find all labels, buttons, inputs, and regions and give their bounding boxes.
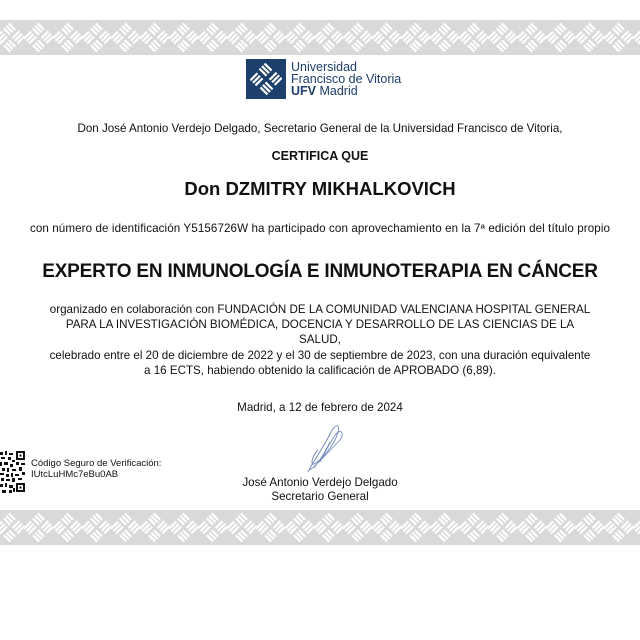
university-logo	[246, 59, 401, 99]
details-line: organizado en colaboración con FUNDACIÓN DE LA COMUNIDAD VALENCIANA HOSPITAL GENERAL	[49, 303, 591, 316]
ufv-acronym: UFV	[291, 84, 316, 98]
verification-code: IUtcLuHMc7eBu0AB	[31, 469, 119, 480]
signer-role: Secretario General	[271, 490, 369, 503]
signer-name: José Antonio Verdejo Delgado	[242, 476, 398, 489]
diamond-pattern-icon	[0, 510, 640, 545]
campus-name: Madrid	[316, 84, 358, 98]
university-name	[291, 61, 401, 97]
signature-icon	[300, 420, 350, 480]
university-name-line1: Universidad	[291, 60, 358, 74]
decorative-border-top	[0, 20, 640, 55]
details-line: PARA LA INVESTIGACIÓN BIOMÉDICA, DOCENCIA Y DESARROLLO DE LAS CIENCIAS DE LA	[65, 318, 575, 332]
certifies-heading: CERTIFICA QUE	[271, 149, 369, 163]
program-title: EXPERTO EN INMUNOLOGÍA E INMUNOTERAPIA EN CÁNCER	[42, 261, 598, 282]
qr-code-icon	[0, 450, 26, 495]
details-line: SALUD,	[299, 333, 341, 347]
diamond-pattern-icon	[0, 20, 640, 55]
university-name-line3	[291, 85, 401, 97]
place-and-date: Madrid, a 12 de febrero de 2024	[237, 401, 403, 414]
verification-label: Código Seguro de Verificación:	[31, 458, 162, 469]
recipient-name: Don DZMITRY MIKHALKOVICH	[184, 178, 456, 199]
intro-statement: Don José Antonio Verdejo Delgado, Secretario General de la Universidad Francisco de Vitoria,	[77, 122, 563, 135]
university-name-line2: Francisco de Vitoria	[291, 72, 402, 86]
details-line: celebrado entre el 20 de diciembre de 2022 y el 30 de septiembre de 2023, con una duración equivalente	[49, 348, 591, 362]
ufv-emblem-icon	[246, 59, 286, 99]
verification-block	[31, 458, 161, 480]
details-line: a 16 ECTS, habiendo obtenido la calificación de APROBADO (6,89).	[144, 363, 496, 377]
program-details	[0, 302, 640, 378]
identification-statement: con número de identificación Y5156726W ha participado con aprovechamiento en la 7ª edición del título propio	[29, 222, 611, 235]
decorative-border-bottom	[0, 510, 640, 545]
